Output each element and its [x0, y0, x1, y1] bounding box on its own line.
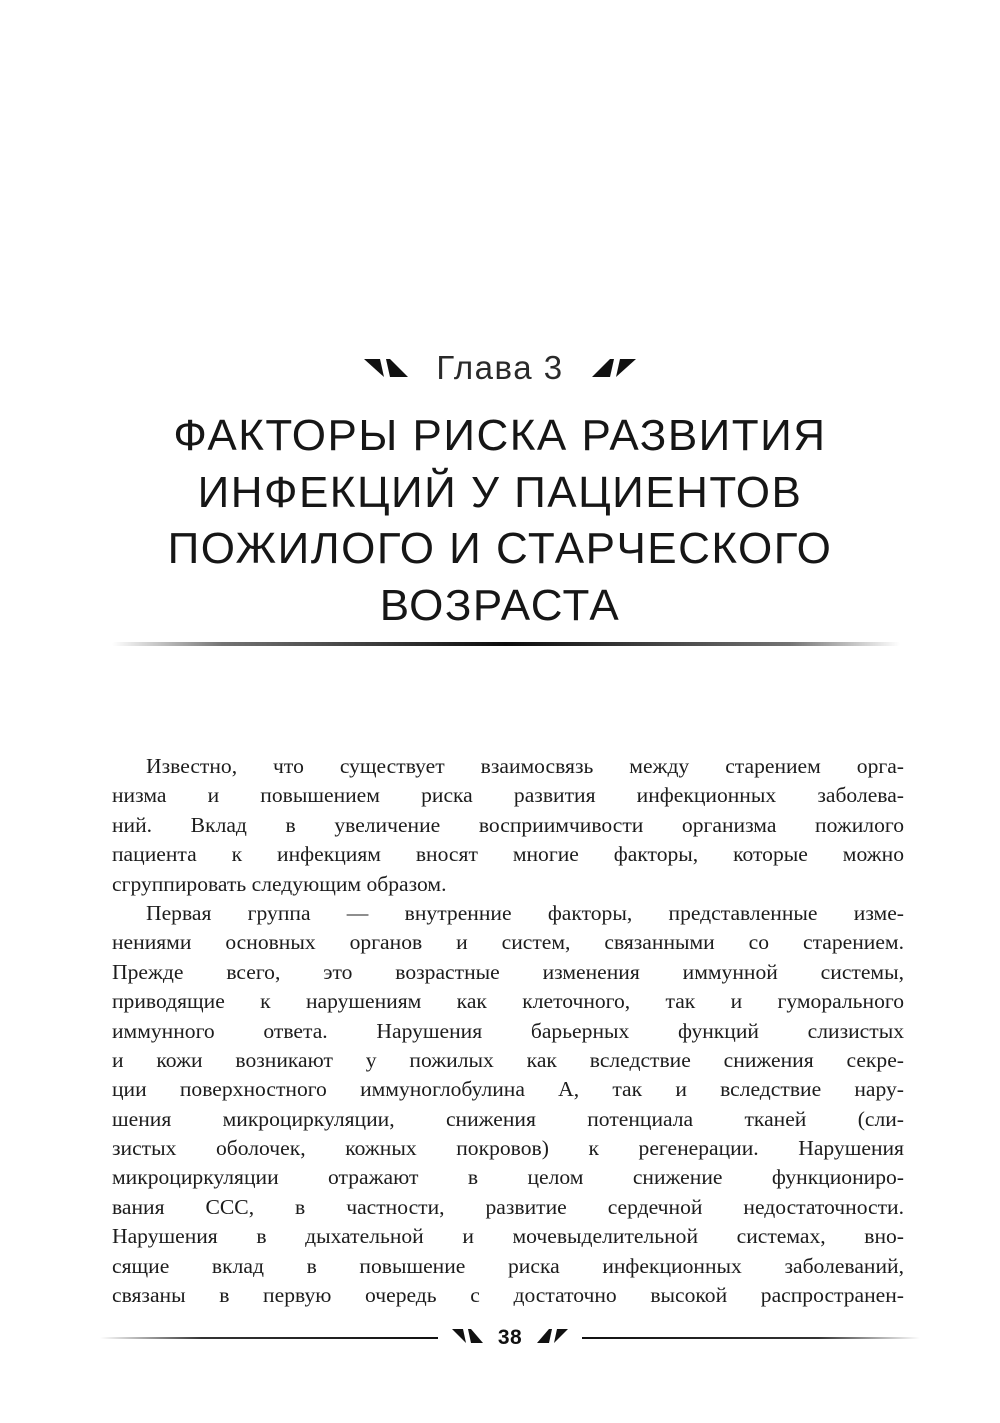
text-line: сящие вклад в повышение риска инфекционных заболеваний, — [112, 1253, 904, 1278]
title-divider — [112, 642, 900, 646]
text-line: вания ССС, в частности, развитие сердечной недостаточности. — [112, 1194, 904, 1219]
text-line: ции поверхностного иммуноглобулина А, так и вследствие нару- — [112, 1077, 904, 1102]
chapter-label: Глава 3 — [436, 349, 564, 386]
text-line: приводящие к нарушениям как клеточного, так и гуморального — [112, 989, 904, 1014]
text-line: микроциркуляции отражают в целом снижение функциониро- — [112, 1165, 904, 1190]
paragraph — [112, 752, 904, 899]
footer-center — [438, 1326, 582, 1350]
text-line: Прежде всего, это возрастные изменения иммунной системы, — [112, 959, 904, 984]
text-line: и кожи возникают у пожилых как вследствие снижения секре- — [112, 1047, 904, 1072]
chapter-title — [90, 408, 910, 634]
left-ornament-icon — [364, 357, 410, 379]
text-line: пациента к инфекциям вносят многие факторы, которые можно — [112, 842, 904, 867]
text-line: низма и повышением риска развития инфекционных заболева- — [112, 783, 904, 808]
text-line: Нарушения в дыхательной и мочевыделительной системах, вно- — [112, 1224, 904, 1249]
page-footer — [100, 1324, 920, 1352]
footer-left-ornament-icon — [452, 1328, 484, 1349]
right-ornament-icon — [590, 357, 636, 379]
paragraph — [112, 899, 904, 1310]
text-line: зистых оболочек, кожных покровов) к регенерации. Нарушения — [112, 1136, 904, 1161]
text-line: ний. Вклад в увеличение восприимчивости организма пожилого — [112, 812, 904, 837]
footer-divider-left — [100, 1337, 438, 1339]
body-text — [112, 752, 904, 1310]
chapter-heading — [0, 344, 1000, 392]
chapter-title-line: ПОЖИЛОГО И СТАРЧЕСКОГО — [167, 524, 833, 573]
text-line: Первая группа — внутренние факторы, представленные изме- — [146, 900, 904, 925]
page-number: 38 — [497, 1326, 523, 1349]
chapter-title-line: ФАКТОРЫ РИСКА РАЗВИТИЯ — [173, 411, 827, 460]
chapter-title-line: ВОЗРАСТА — [379, 580, 621, 630]
footer-divider-right — [582, 1337, 920, 1339]
text-line: Известно, что существует взаимосвязь между старением орга- — [146, 754, 904, 778]
text-line: нениями основных органов и систем, связанными со старением. — [112, 930, 904, 955]
chapter-title-line: ИНФЕКЦИЙ У ПАЦИЕНТОВ — [197, 467, 803, 517]
text-line: шения микроциркуляции, снижения потенциала тканей (сли- — [112, 1106, 904, 1131]
footer-right-ornament-icon — [536, 1328, 568, 1349]
text-line: сгруппировать следующим образом. — [112, 871, 447, 896]
text-line: связаны в первую очередь с достаточно высокой распространен- — [112, 1283, 904, 1308]
text-line: иммунного ответа. Нарушения барьерных функций слизистых — [112, 1018, 904, 1043]
